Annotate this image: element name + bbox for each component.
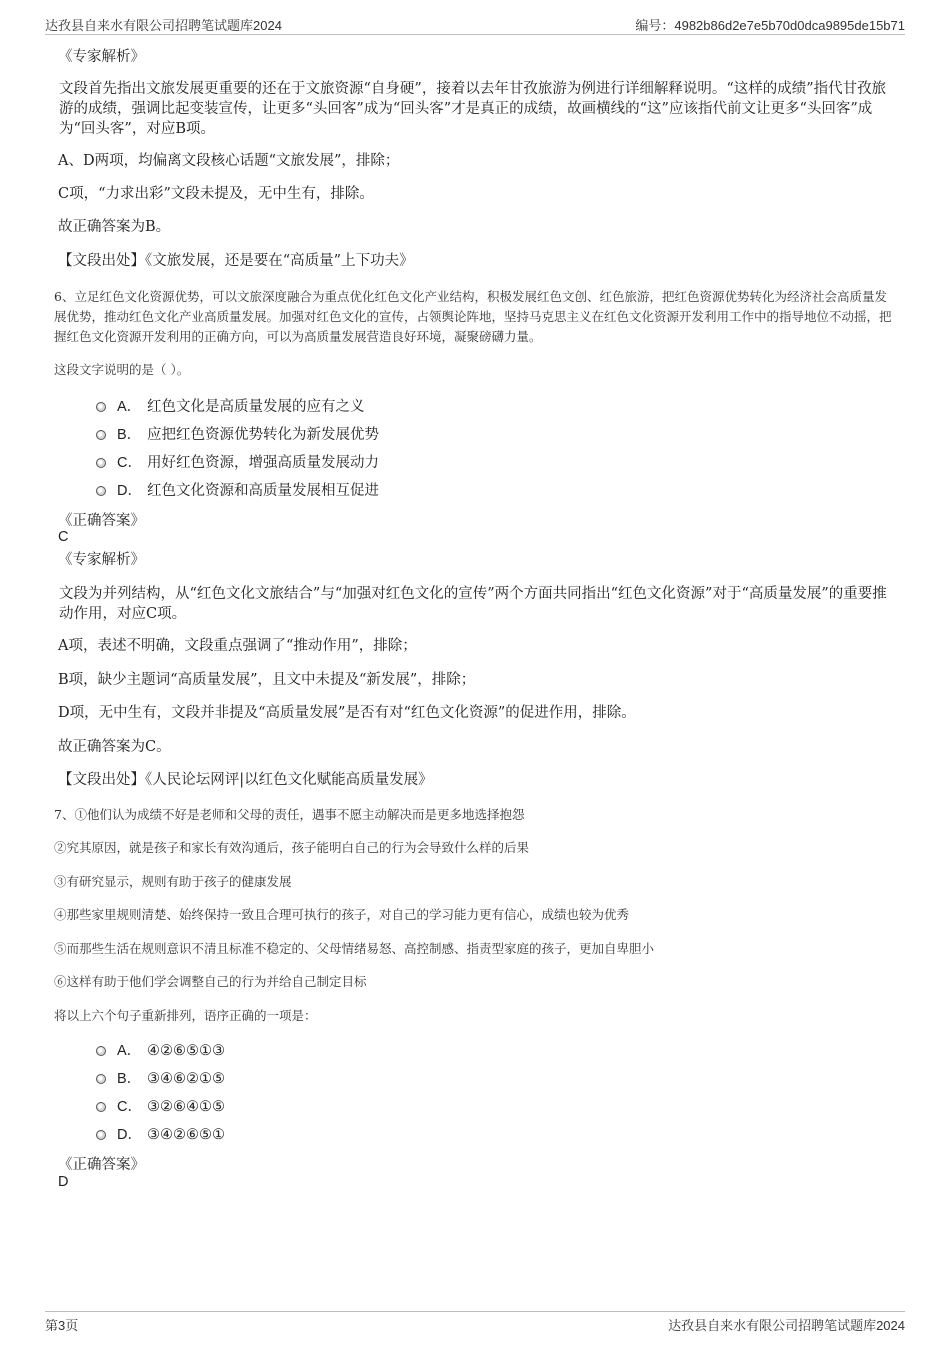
option-letter: A． [117, 1043, 142, 1059]
option-text: 用好红色资源，增强高质量发展动力 [147, 455, 379, 471]
q7-sentence-4: ④那些家里规则清楚、始终保持一致且合理可执行的孩子，对自己的学习能力更有信心，成绩也较为优秀 [54, 907, 630, 922]
q6-answer-label: 《正确答案》 [58, 513, 145, 529]
q7-sentence-5: ⑤而那些生活在规则意识不清且标准不稳定的、父母情绪易怒、高控制感、指责型家庭的孩子，更加自卑胆小 [54, 941, 655, 956]
radio-button-icon[interactable] [96, 1130, 106, 1140]
page-footer [45, 1311, 905, 1334]
q6-expert-label: 《专家解析》 [58, 552, 145, 568]
radio-button-icon[interactable] [96, 1102, 106, 1112]
q6-conclusion: 故正确答案为C。 [58, 739, 171, 755]
q7-answer: D [58, 1174, 69, 1190]
q5-analysis-c: C项，“力求出彩”文段未提及，无中生有，排除。 [58, 186, 374, 202]
option-text: ③④②⑥⑤① [147, 1127, 225, 1143]
q6-stem: 6、立足红色文化资源优势，可以文旅深度融合为重点优化红色文化产业结构，积极发展红色文创、红色旅游，把红色资源优势转化为经济社会高质量发展优势，推动红色文化产业高质量发展。加强对红色文化的宣传，占领舆论阵地，坚持马克思主义在红色文化资源开发利用工作中的指导地位不动摇，把握红色文化资源开发利用的正确方向，可以为高质量发展营造良好环境，凝聚磅礴力量。 [54, 289, 892, 344]
q6-analysis-b: B项，缺少主题词“高质量发展”，且文中未提及“新发展”，排除； [58, 672, 476, 688]
option-text: 应把红色资源优势转化为新发展优势 [147, 427, 379, 443]
option-text: 红色文化是高质量发展的应有之义 [147, 399, 365, 415]
radio-button-icon[interactable] [96, 402, 106, 412]
radio-button-icon[interactable] [96, 430, 106, 440]
q5-expert-label: 《专家解析》 [58, 49, 145, 65]
option-letter: D． [117, 1127, 142, 1143]
radio-button-icon[interactable] [96, 486, 106, 496]
q6-analysis: 文段为并列结构，从“红色文化文旅结合”与“加强对红色文化的宣传”两个方面共同指出“红色文化资源”对于“高质量发展”的重要推动作用，对应C项。 [59, 586, 887, 622]
q7-sentence-2: ②究其原因，就是孩子和家长有效沟通后，孩子能明白自己的行为会导致什么样的后果 [54, 840, 530, 855]
page-header [45, 12, 905, 35]
q6-prompt: 这段文字说明的是（ ）。 [54, 362, 190, 377]
q5-source: 【文段出处】《文旅发展，还是要在“高质量”上下功夫》 [58, 253, 414, 269]
q6-answer: C [58, 529, 69, 545]
q7-sentence-6: ⑥这样有助于他们学会调整自己的行为并给自己制定目标 [54, 974, 367, 989]
q6-analysis-d: D项，无中生有，文段并非提及“高质量发展”是否有对“红色文化资源”的促进作用，排除。 [58, 705, 636, 721]
option-text: ③④⑥②①⑤ [147, 1071, 225, 1087]
option-letter: C． [117, 1099, 142, 1115]
document-id: 编号：4982b86d2e7e5b70d0dca9895de15b71 [635, 18, 905, 33]
option-letter: C． [117, 455, 142, 471]
radio-button-icon[interactable] [96, 458, 106, 468]
option-letter: B． [117, 1071, 142, 1087]
page-number: 第3页 [45, 1318, 79, 1333]
q5-analysis-ad: A、D两项，均偏离文段核心话题“文旅发展”，排除； [58, 153, 400, 169]
q7-sentence-1: 7、①他们认为成绩不好是老师和父母的责任，遇事不愿主动解决而是更多地选择抱怨 [54, 807, 525, 822]
option-text: ③②⑥④①⑤ [147, 1099, 225, 1115]
option-letter: D． [117, 483, 142, 499]
q7-prompt: 将以上六个句子重新排列，语序正确的一项是： [54, 1008, 317, 1023]
q5-analysis: 文段首先指出文旅发展更重要的还在于文旅资源“自身硬”，接着以去年甘孜旅游为例进行详细解释说明。“这样的成绩”指代甘孜旅游的成绩，强调比起变装宣传，让更多“头回客”成为“回头客”才是真正的成绩，故画横线的“这”应该指代前文让更多“头回客”成为“回头客”，对应B项。 [59, 81, 887, 137]
footer-title: 达孜县自来水有限公司招聘笔试题库2024 [668, 1318, 905, 1333]
q6-analysis-a: A项，表述不明确，文段重点强调了“推动作用”，排除； [58, 638, 417, 654]
q7-answer-label: 《正确答案》 [58, 1157, 145, 1173]
q7-sentence-3: ③有研究显示，规则有助于孩子的健康发展 [54, 874, 292, 889]
option-text: 红色文化资源和高质量发展相互促进 [147, 483, 379, 499]
header-title: 达孜县自来水有限公司招聘笔试题库2024 [45, 18, 282, 33]
option-letter: B． [117, 427, 142, 443]
q5-conclusion: 故正确答案为B。 [58, 219, 171, 235]
option-text: ④②⑥⑤①③ [147, 1043, 225, 1059]
radio-button-icon[interactable] [96, 1074, 106, 1084]
q6-source: 【文段出处】《人民论坛网评|以红色文化赋能高质量发展》 [58, 772, 433, 788]
radio-button-icon[interactable] [96, 1046, 106, 1056]
option-letter: A． [117, 399, 142, 415]
